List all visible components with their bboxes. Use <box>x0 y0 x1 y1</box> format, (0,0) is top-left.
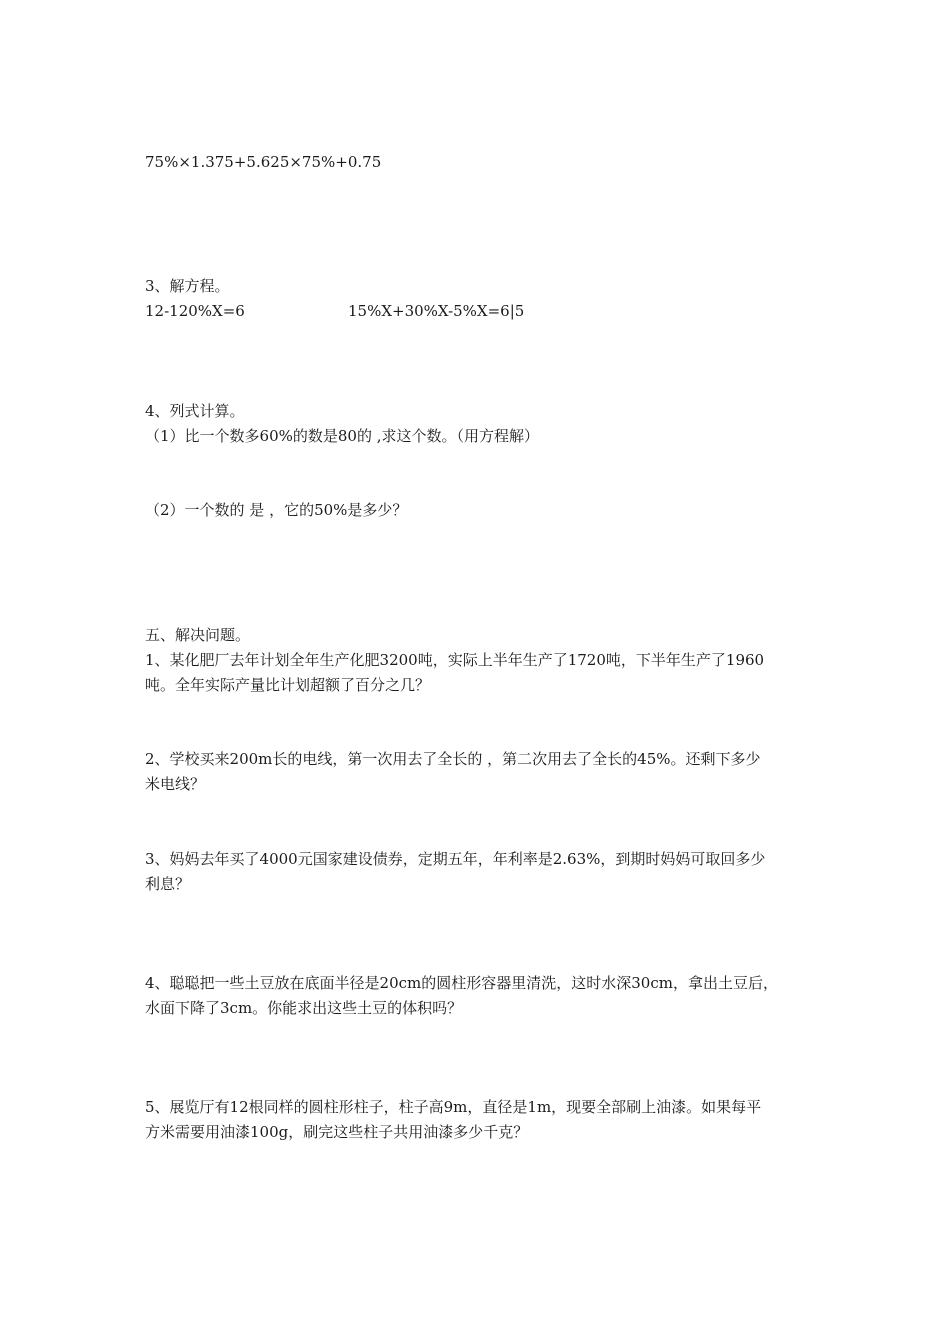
section-3-heading: 3、解方程。 <box>145 277 230 295</box>
problem-3-line-2: 利息？ <box>145 875 191 893</box>
problem-3-line-1: 3、妈妈去年买了4000元国家建设债券，定期五年，年利率是2.63%，到期时妈妈可取回多少 <box>145 850 766 868</box>
problem-1-line-2: 吨。全年实际产量比计划超额了百分之几？ <box>145 676 431 694</box>
question-2: （2）一个数的 是 ，它的50%是多少？ <box>145 501 408 519</box>
problem-4-line-1: 4、聪聪把一些土豆放在底面半径是20cm的圆柱形容器里清洗，这时水深30cm，拿出土豆后， <box>145 974 778 992</box>
problem-1-line-1: 1、某化肥厂去年计划全年生产化肥3200吨，实际上半年生产了1720吨，下半年生产了1960 <box>145 651 765 669</box>
section-4-heading: 4、列式计算。 <box>145 402 245 420</box>
question-1: （1）比一个数多60%的数是80的 ,求这个数。（用方程解） <box>145 427 540 445</box>
problem-2-line-2: 米电线？ <box>145 775 206 793</box>
equation-row <box>145 301 525 321</box>
expression-line: 75%×1.375+5.625×75%+0.75 <box>145 153 382 171</box>
problem-2-line-1: 2、学校买来200m长的电线，第一次用去了全长的 ，第二次用去了全长的45%。还剩下多少 <box>145 750 761 768</box>
problem-4-line-2: 水面下降了3cm。你能求出这些土豆的体积吗？ <box>145 999 463 1017</box>
section-5-heading: 五、解决问题。 <box>145 626 251 644</box>
problem-5-line-2: 方米需要用油漆100g，刷完这些柱子共用油漆多少千克？ <box>145 1123 529 1141</box>
problem-5-line-1: 5、展览厅有12根同样的圆柱形柱子，柱子高9m，直径是1m，现要全部刷上油漆。如果每平 <box>145 1098 762 1116</box>
equation-2: 15%X+30%X-5%X=6|5 <box>348 302 525 320</box>
equation-1: 12-120%X=6 <box>145 302 245 320</box>
